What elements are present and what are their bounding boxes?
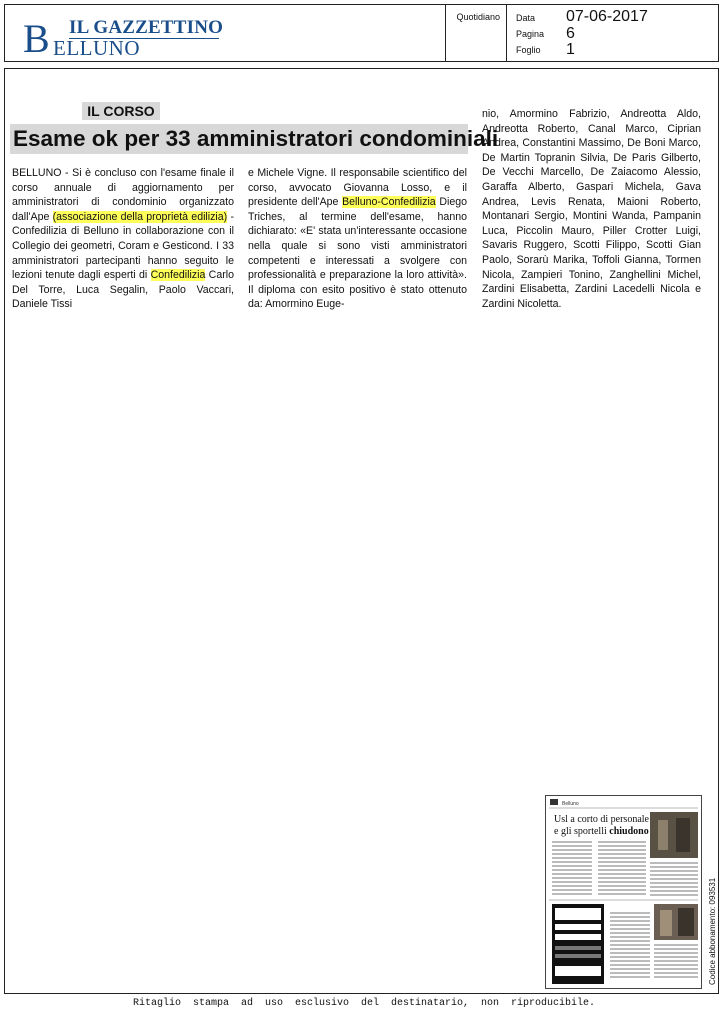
logo-city: ELLUNO (53, 36, 140, 60)
foglio-label: Foglio (516, 45, 541, 55)
quotidiano-label: Quotidiano (456, 12, 500, 22)
page-thumbnail (545, 795, 702, 989)
col2-text-1: e Michele Vigne. Il responsabile scientifico del corso, avvocato Giovanna Losso, e il presidente dell'Ape (248, 167, 467, 209)
thumbnail-image (546, 796, 701, 988)
quotidiano-box (445, 5, 507, 61)
col1-highlight-1: (associazione della proprietà edilizia) (52, 210, 228, 223)
newspaper-logo (5, 5, 445, 61)
col1-highlight-2: Confedilizia (150, 269, 206, 282)
article-column-1 (12, 166, 234, 312)
foglio-value: 1 (566, 41, 575, 58)
header (4, 4, 719, 62)
logo-initial: B (23, 16, 50, 61)
col2-text-2: Diego Triches, al termine dell'esame, hanno dichiarato: «E' stata un'interessante occasione nella quale si sono visti amministratori competenti e interessati a svolgere con professionalità e preparazione la loro attività». Il diploma con esito positivo è stato ottenuto da: Amormino Euge- (248, 196, 467, 311)
article-headline: Esame ok per 33 amministratori condominiali (10, 124, 468, 154)
meta-box (507, 5, 718, 61)
thumbnail-section: Belluno (562, 801, 579, 807)
data-value: 07-06-2017 (566, 8, 648, 25)
thumbnail-headline-a: Usl a corto di personale (554, 814, 649, 825)
article-column-3: nio, Amormino Fabrizio, Andreotta Aldo, Andreotta Roberto, Canal Marco, Ciprian Andrea, Constantini Massimo, De Boni Marco, De Martin Topranin Silvia, De Paris Gilberto, De Vecchi Marcello, De Zaiacomo Alessio, Garaffa Alberto, Gaspari Michela, Gava Andrea, Levis Renata, Maioni Roberto, Montanari Sergio, Montini Wanda, Pampanin Luca, Piccolin Mauro, Piller Crotter Luigi, Savaris Ruggero, Scotti Filippo, Scotti Gian Paolo, Sorarù Marika, Toffoli Gianna, Tormen Nicola, Zampieri Tonino, Zanghellini Michel, Zardini Elisabetta, Zardini Lacedelli Nicola e Zardini Nicoletta. (482, 108, 701, 310)
col1-text-3: Carlo Del Torre, Luca Segalin, Paolo Vaccari, Daniele Tissi (12, 269, 234, 311)
col1-text-2: - Confedilizia di Belluno in collaborazione con il Collegio dei geometri, Coram e Gesticond. I 33 amministratori partecipanti hanno seguito le lezioni tenute dagli esperti di (12, 210, 234, 282)
thumbnail-headline-c: chiudono (609, 826, 649, 837)
data-label: Data (516, 13, 536, 23)
article-kicker: IL CORSO (82, 102, 160, 120)
col1-text-1: BELLUNO - Si è concluso con l'esame finale il corso annuale di aggiornamento per amministratori di condominio organizzato dall'Ape (12, 167, 234, 223)
svg-text:e gli sportelli chiudono (554, 826, 649, 837)
pagina-label: Pagina (516, 29, 545, 39)
article-column-2 (248, 166, 467, 312)
thumbnail-headline-b: e gli sportelli (554, 826, 610, 837)
col2-highlight-1: Belluno-Confedilizia (342, 196, 436, 209)
codice-abbonamento: Codice abbonamento: 093531 (708, 877, 717, 985)
pagina-value: 6 (566, 25, 575, 42)
logo-top-text: IL GAZZETTINO (69, 17, 224, 38)
footer-notice: Ritaglio stampa ad uso esclusivo del destinatario, non riproducibile. (132, 998, 596, 1009)
